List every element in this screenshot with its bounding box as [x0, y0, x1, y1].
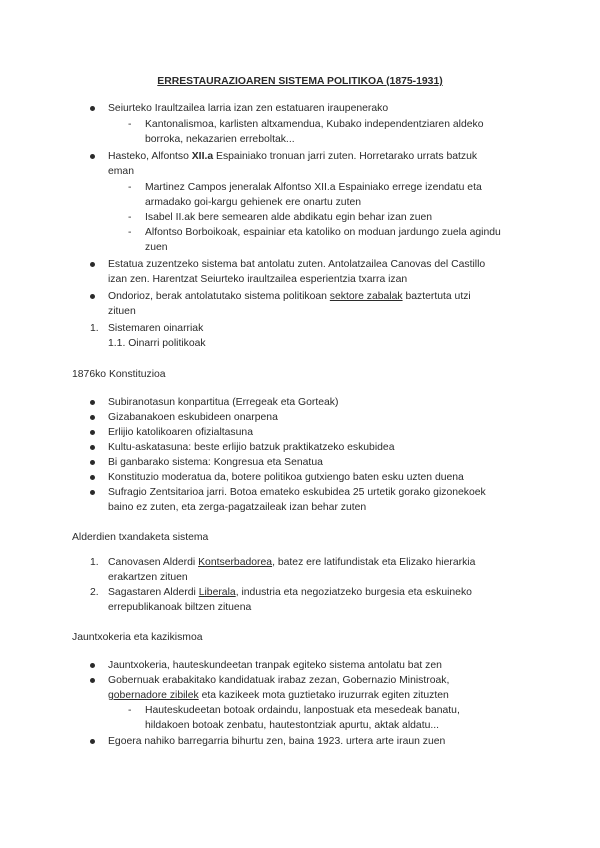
caciquism-heading: Jauntxokeria eta kazikismoa	[72, 632, 203, 643]
dash-icon: -	[128, 705, 132, 716]
intro-p2-sub-1b: armadako goi-kargu gehienek ere onartu zuten	[145, 197, 362, 208]
sub-item: Hauteskudeetan botoak ordaindu, lanpostuak eta mesedeak banatu,	[145, 705, 460, 716]
intro-p4: Ondorioz, berak antolatutako sistema politikoan sektore zabalak baztertuta utzi	[108, 291, 471, 302]
bullet-icon	[90, 678, 95, 683]
list-number: 1.	[90, 557, 99, 568]
dash-icon: -	[128, 212, 132, 223]
intro-p2: Hasteko, Alfontso XII.a Espainiako tronuan jarri zuten. Horretarako urrats batzuk	[108, 151, 478, 162]
intro-p2-sub-3b: zuen	[145, 242, 168, 253]
sub-item-cont: hildakoen botoak zenbatu, hautestontziak apurtu, aktak aldatu...	[145, 720, 440, 731]
bullet-icon	[90, 294, 95, 299]
intro-p2-sub-3: Alfontso Borboikoak, espainiar eta katoliko on moduan jardungo zuela agindu	[145, 227, 501, 238]
bullet-icon	[90, 430, 95, 435]
list-item: Subiranotasun konpartitua (Erregeak eta Gorteak)	[108, 397, 339, 408]
subsection-title: 1.1. Oinarri politikoak	[108, 338, 206, 349]
bullet-icon	[90, 739, 95, 744]
list-item: Gobernuak erabakitako kandidatuak irabaz zezan, Gobernazio Ministroak,	[108, 675, 450, 686]
list-item-cont: gobernadore zibilek eta kazikeek mota guztietako iruzurrak egiten zituzten	[108, 690, 449, 701]
intro-p2-cont: eman	[108, 166, 134, 177]
list-item: Egoera nahiko barregarria bihurtu zen, baina 1923. urtera arte iraun zuen	[108, 736, 446, 747]
intro-p1: Seiurteko Iraultzailea larria izan zen estatuaren iraupenerako	[108, 103, 389, 114]
constitution-heading: 1876ko Konstituzioa	[72, 369, 166, 380]
dash-icon: -	[128, 119, 132, 130]
section-number: 1.	[90, 323, 99, 334]
party-conservative-cont: erakartzen zituen	[108, 572, 188, 583]
bullet-icon	[90, 262, 95, 267]
list-item: Konstituzio moderatua da, botere politikoa gutxiengo baten esku uzten duena	[108, 472, 464, 483]
list-item: Erlijio katolikoaren ofizialtasuna	[108, 427, 253, 438]
bullet-icon	[90, 445, 95, 450]
bullet-icon	[90, 460, 95, 465]
intro-p2-sub-1: Martinez Campos jeneralak Alfontso XII.a Espainiako errege izendatu eta	[145, 182, 482, 193]
list-number: 2.	[90, 587, 99, 598]
page-title: ERRESTAURAZIOAREN SISTEMA POLITIKOA (1875-1931)	[157, 76, 443, 87]
bullet-icon	[90, 154, 95, 159]
list-item: Bi ganbarako sistema: Kongresua eta Senatua	[108, 457, 323, 468]
list-item: Jauntxokeria, hauteskundeetan tranpak egiteko sistema antolatu bat zen	[108, 660, 442, 671]
dash-icon: -	[128, 227, 132, 238]
bullet-icon	[90, 663, 95, 668]
bullet-icon	[90, 475, 95, 480]
parties-heading: Alderdien txandaketa sistema	[72, 532, 209, 543]
party-liberal-cont: errepublikanoak biltzen zituena	[108, 602, 252, 613]
intro-p2-sub-2: Isabel II.ak bere semearen alde abdikatu egin behar izan zuen	[145, 212, 433, 223]
dash-icon: -	[128, 182, 132, 193]
bullet-icon	[90, 415, 95, 420]
list-item-cont: baino ez zuten, eta zerga-pagatzaileak izan behar zuten	[108, 502, 367, 513]
list-item: Kultu-askatasuna: beste erlijio batzuk praktikatzeko eskubidea	[108, 442, 395, 453]
bullet-icon	[90, 106, 95, 111]
bullet-icon	[90, 490, 95, 495]
intro-p3-cont: izan zen. Harentzat Seiurteko iraultzailea esperientzia txarra izan	[108, 274, 408, 285]
intro-p3: Estatua zuzentzeko sistema bat antolatu zuten. Antolatzailea Canovas del Castillo	[108, 259, 486, 270]
intro-p4-cont: zituen	[108, 306, 136, 317]
list-item: Sufragio Zentsitarioa jarri. Botoa emateko eskubidea 25 urtetik gorako gizonekoek	[108, 487, 486, 498]
list-item: Gizabanakoen eskubideen onarpena	[108, 412, 278, 423]
section-title: Sistemaren oinarriak	[108, 323, 204, 334]
intro-p1-sub-2: borroka, nekazarien erreboltak...	[145, 134, 295, 145]
intro-p1-sub-1: Kantonalismoa, karlisten altxamendua, Kubako independentziaren aldeko	[145, 119, 484, 130]
party-liberal: Sagastaren Alderdi Liberala, industria eta negoziatzeko burgesia eta eskuineko	[108, 587, 472, 598]
party-conservative: Canovasen Alderdi Kontserbadorea, batez ere latifundistak eta Elizako hierarkia	[108, 557, 476, 568]
bullet-icon	[90, 400, 95, 405]
